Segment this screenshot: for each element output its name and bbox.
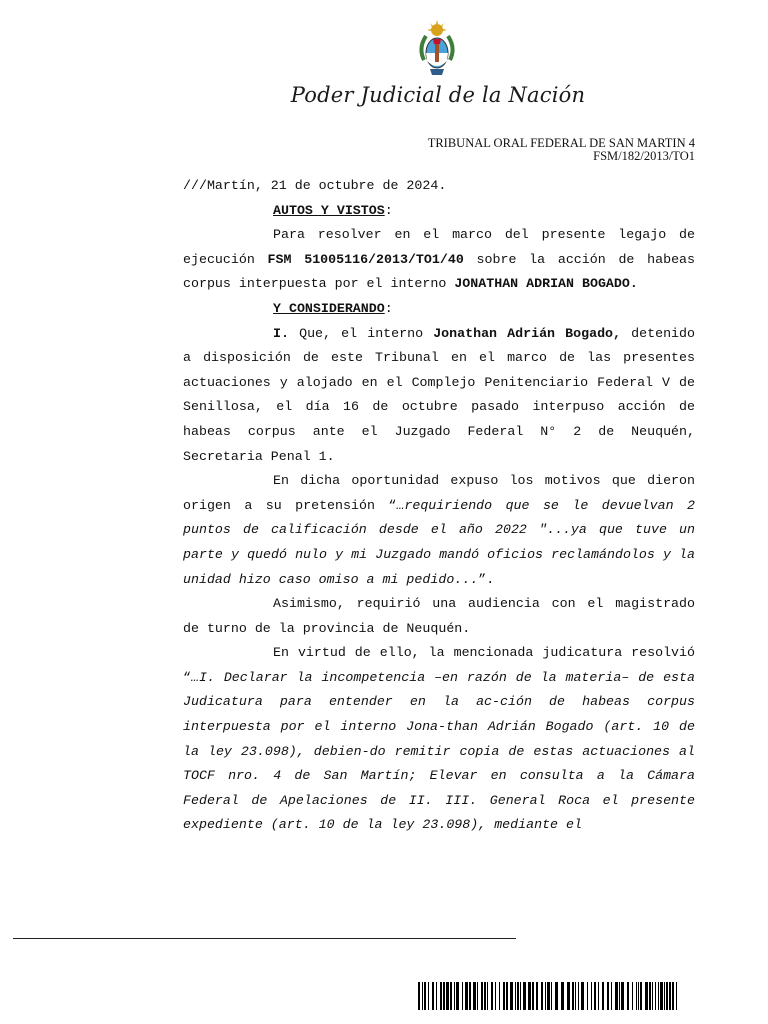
barcode-bar — [664, 982, 665, 1010]
barcode-bar — [638, 982, 639, 1010]
barcode-bar — [510, 982, 513, 1010]
p1-text-a: Para resolver en el marco del presente legajo de ejecución — [183, 227, 695, 267]
barcode-bar — [567, 982, 570, 1010]
barcode-bar — [432, 982, 434, 1010]
section-number: I. — [273, 325, 289, 341]
paragraph-motives — [183, 469, 695, 592]
barcode-bar — [547, 982, 550, 1010]
barcode-bar — [517, 982, 519, 1010]
inmate-name: Jonathan Adrián Bogado, — [433, 325, 622, 341]
barcode-bar — [655, 982, 656, 1010]
barcode-bar — [520, 982, 521, 1010]
paragraph-resolution — [183, 641, 695, 838]
date-line: ///Martín, 21 de octubre de 2024. — [183, 178, 447, 193]
barcode-bar — [528, 982, 531, 1010]
barcode-bar — [450, 982, 452, 1010]
barcode-bar — [591, 982, 592, 1010]
barcode-bar — [545, 982, 546, 1010]
inmate-name-caps: JONATHAN ADRIAN BOGADO. — [454, 276, 638, 292]
barcode-bar — [436, 982, 437, 1010]
paragraph-audiencia: Asimismo, requirió una audiencia con el magistrado de turno de la provincia de Neuquén. — [183, 596, 695, 636]
barcode-bar — [443, 982, 445, 1010]
coat-of-arms-icon — [416, 20, 458, 84]
barcode-bar — [676, 982, 677, 1010]
barcode-bar — [561, 982, 564, 1010]
barcode-bar — [523, 982, 526, 1010]
barcode-bar — [506, 982, 508, 1010]
barcode-bar — [645, 982, 648, 1010]
barcode-bar — [536, 982, 538, 1010]
autos-heading: AUTOS Y VISTOS — [273, 202, 385, 218]
barcode-bar — [666, 982, 668, 1010]
barcode-bar — [454, 982, 455, 1010]
barcode-bar — [581, 982, 584, 1010]
autos-heading-line — [183, 199, 695, 224]
p1-text-b: sobre la acción de habeas corpus interpuesta por el interno — [183, 251, 696, 292]
barcode-bar — [418, 982, 420, 1010]
barcode-bar — [627, 982, 629, 1010]
barcode-bar — [462, 982, 463, 1010]
barcode-bar — [660, 982, 663, 1010]
barcode-bar — [481, 982, 483, 1010]
p2-text-a: Que, el interno — [288, 325, 434, 341]
barcode-bar — [640, 982, 642, 1010]
barcode-bar — [587, 982, 588, 1010]
barcode-bar — [515, 982, 516, 1010]
barcode-bar — [632, 982, 633, 1010]
barcode-bar — [669, 982, 671, 1010]
institution-name: Poder Judicial de la Nación — [290, 83, 586, 107]
considerando-colon: : — [384, 300, 393, 316]
barcode-bar — [487, 982, 488, 1010]
barcode-bar — [575, 982, 576, 1010]
barcode-bar — [621, 982, 624, 1010]
barcode-bar — [594, 982, 596, 1010]
case-number: FSM/182/2013/TO1 — [593, 149, 695, 163]
autos-colon: : — [384, 202, 393, 218]
barcode-bar — [602, 982, 604, 1010]
barcode-bar — [503, 982, 505, 1010]
paragraph-legajo — [183, 223, 695, 297]
barcode-bar — [578, 982, 579, 1010]
barcode-bar — [499, 982, 500, 1010]
barcode-bar — [491, 982, 493, 1010]
barcode-bar — [636, 982, 637, 1010]
barcode-bar — [484, 982, 486, 1010]
barcode-bar — [473, 982, 476, 1010]
resolution-quote: …I. Declarar la incompetencia –en razón de la materia– de esta Judicatura para entender en la ac-ción de habeas corpus interpuesta por el interno Jona-than Adrián Bogado (art. 10 de la ley 23.098), debien-do remitir copia de estas actuaciones al TOCF nro. 4 de San Martín; Elevar en consulta a la Cámara Federal de Apelaciones de II. III. General Roca el presente expediente (art. 10 de la ley 23.098), mediante el — [183, 669, 695, 833]
considerando-heading: Y CONSIDERANDO — [273, 300, 385, 316]
barcode-bar — [422, 982, 423, 1010]
barcode-bar — [465, 982, 468, 1010]
barcode-bar — [532, 982, 534, 1010]
p5-text-a: En virtud de ello, la mencionada judicatura resolvió “ — [183, 645, 695, 685]
barcode-bar — [428, 982, 429, 1010]
case-reference: FSM 51005116/2013/TO1/40 — [267, 251, 464, 267]
barcode-bar — [555, 982, 558, 1010]
barcode-bar — [619, 982, 620, 1010]
barcode-bar — [446, 982, 449, 1010]
institution-header — [0, 83, 768, 107]
barcode-bar — [440, 982, 442, 1010]
barcode-bar — [469, 982, 471, 1010]
p3-text-a: En dicha oportunidad expuso los motivos que dieron origen a su pretensión “ — [183, 473, 695, 513]
barcode-bar — [611, 982, 612, 1010]
barcode-bar — [495, 982, 496, 1010]
barcode-bar — [672, 982, 674, 1010]
considerando-heading-line — [183, 297, 695, 322]
court-header — [428, 137, 695, 163]
paragraph-one — [183, 322, 695, 470]
p2-text-b: detenido a disposición de este Tribunal en el marco de las presentes actuaciones y alojado en el Complejo Penitenciario Federal V de Senillosa, el día 16 de octubre pasado interpuso acción de habeas corpus ante el Juzgado Federal N° 2 de Neuquén, Secretaria Penal 1. — [183, 325, 695, 464]
p3-text-end: ”. — [478, 571, 495, 587]
footer-rule — [13, 938, 516, 939]
barcode-bar — [456, 982, 459, 1010]
barcode-icon — [418, 982, 763, 1010]
barcode-bar — [424, 982, 426, 1010]
barcode-bar — [541, 982, 543, 1010]
barcode-bar — [649, 982, 651, 1010]
barcode-bar — [477, 982, 478, 1010]
document-body — [183, 174, 695, 838]
barcode-bar — [551, 982, 552, 1010]
barcode-bar — [598, 982, 599, 1010]
inmate-quote: …requiriendo que se le devuelvan 2 puntos de calificación desde el año 2022 "...ya que tuve un parte y quedó nulo y mi Juzgado mandó oficios reclamándolos y la unidad hizo caso omiso a mi pedido... — [183, 497, 695, 587]
barcode-bar — [572, 982, 574, 1010]
barcode-bar — [607, 982, 609, 1010]
barcode-bar — [658, 982, 659, 1010]
barcode-bar — [615, 982, 618, 1010]
court-name: TRIBUNAL ORAL FEDERAL DE SAN MARTIN 4 — [427, 136, 695, 150]
barcode-bar — [652, 982, 653, 1010]
